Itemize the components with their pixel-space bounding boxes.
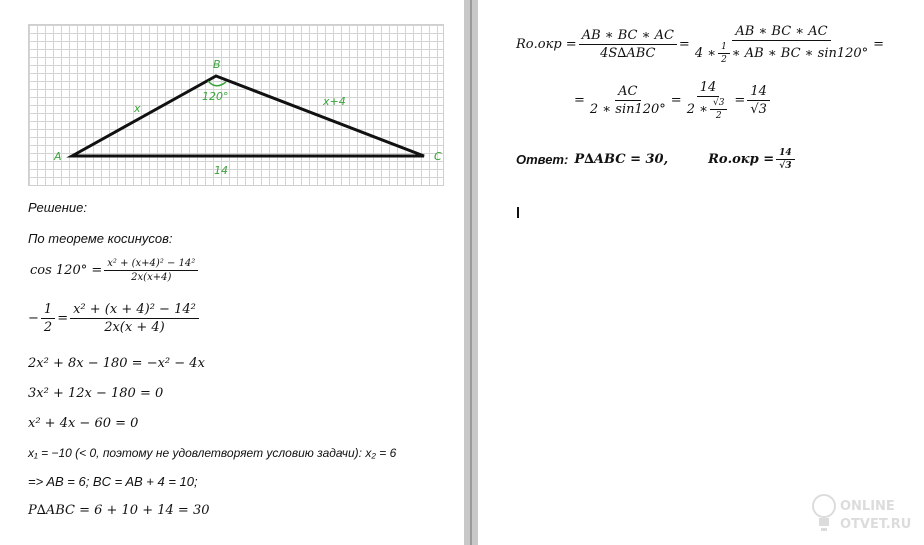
side-ab-label: x [134, 102, 141, 115]
equation-4: 3x² + 12x − 180 = 0 [28, 386, 164, 401]
equation-1 [30, 258, 200, 283]
f1-numerator: AB ∗ BC ∗ AC [579, 28, 677, 45]
eq2-half-num: 1 [41, 302, 55, 319]
f2-den-a: 4 ∗ [694, 46, 717, 61]
f4-root-num: √3 [710, 98, 727, 110]
vertex-b-label: B [213, 58, 221, 71]
theorem-line: По теореме косинусов: [28, 231, 173, 246]
eq1-lhs: cos 120° = [30, 263, 103, 278]
eq2-fraction [70, 302, 199, 335]
radius-formula-row-2 [574, 80, 772, 121]
eq1-denominator: 2x(x+4) [131, 272, 172, 283]
eq2-equals: = [57, 311, 69, 326]
watermark-logo [808, 488, 916, 540]
f3-denominator: 2 ∗ sin120° [589, 102, 666, 117]
radius-fraction-3 [587, 84, 669, 117]
radius-fraction-4 [684, 80, 733, 121]
solution-heading: Решение: [28, 200, 88, 215]
angle-b-label: 120° [202, 90, 229, 103]
f2-denominator [692, 41, 871, 65]
equals-1: = [678, 37, 690, 52]
f2-half-num: 1 [718, 42, 730, 54]
text-cursor[interactable] [517, 207, 519, 218]
watermark-line-1: ONLINE [840, 499, 895, 514]
eq2-minus: − [28, 311, 39, 326]
equation-3: 2x² + 8x − 180 = −x² − 4x [28, 356, 205, 371]
eq1-fraction [104, 258, 198, 283]
answer-label: Ответ: [516, 152, 569, 167]
radius-formula-row-1 [516, 24, 884, 65]
eq2-denominator: 2x(x + 4) [104, 320, 165, 335]
f4-numerator: 14 [697, 80, 720, 97]
vertex-a-label: A [54, 150, 62, 163]
eq2-half-den: 2 [43, 320, 53, 335]
equation-2 [28, 302, 201, 335]
angle-b-arc [208, 81, 226, 86]
answer-perimeter: P∆ABC = 30, [574, 152, 669, 167]
f4-root-den: 2 [715, 111, 722, 121]
triangle-abc [72, 76, 424, 156]
roots-line: x₁ = −10 (< 0, поэтому не удовлетворяет условию задачи): x₂ = 6 [28, 446, 397, 460]
eq2-numerator: x² + (x + 4)² − 14² [70, 302, 199, 319]
f4-den-root [710, 98, 727, 121]
perimeter-line: P∆ABC = 6 + 10 + 14 = 30 [28, 503, 210, 518]
equation-5: x² + 4x − 60 = 0 [28, 416, 139, 431]
f2-den-half [718, 42, 730, 65]
f1-denominator: 4S∆ABC [600, 46, 656, 61]
answer-row [516, 148, 797, 171]
watermark-line-2: OTVET.RU [840, 517, 912, 532]
equals-3: = [574, 93, 585, 108]
side-bc-label: x+4 [323, 95, 346, 108]
vertex-c-label: C [434, 150, 442, 163]
radius-label: Rо.окр = [516, 37, 577, 52]
answer-numerator: 14 [776, 148, 795, 160]
radius-fraction-5 [747, 84, 770, 117]
f2-half-den: 2 [721, 55, 727, 65]
f5-denominator: √3 [750, 102, 767, 117]
side-ac-label: 14 [214, 164, 228, 177]
radius-fraction-2 [692, 24, 871, 65]
answer-denominator: √3 [779, 161, 792, 171]
f4-denominator [684, 97, 733, 121]
f4-den-a: 2 ∗ [686, 102, 708, 117]
eq2-half [41, 302, 55, 335]
equals-2: = [873, 37, 885, 52]
bulb-icon [813, 495, 835, 531]
answer-fraction [776, 148, 795, 171]
f2-numerator: AB ∗ BC ∗ AC [732, 24, 830, 41]
sides-line: => AB = 6; BC = AB + 4 = 10; [28, 474, 198, 489]
f2-den-b: ∗ AB ∗ BC ∗ sin120° [731, 46, 869, 61]
equals-5: = [734, 93, 746, 108]
answer-radius-label: Rо.окр = [708, 152, 775, 167]
f3-numerator: AC [615, 84, 640, 101]
f5-numerator: 14 [747, 84, 770, 101]
radius-fraction-1 [579, 28, 677, 61]
equals-4: = [670, 93, 682, 108]
eq1-numerator: x² + (x+4)² − 14² [104, 258, 198, 271]
